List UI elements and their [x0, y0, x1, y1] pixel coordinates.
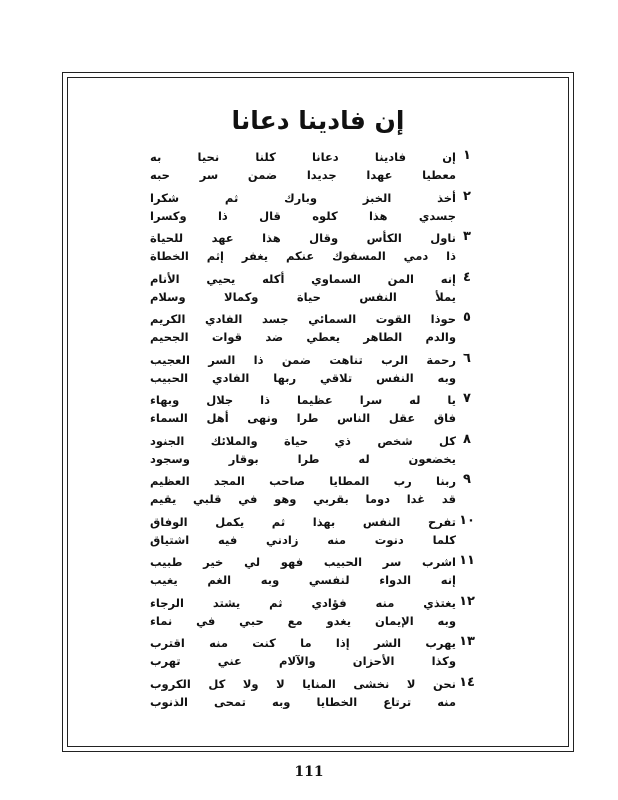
stanza-number: ١١ — [459, 553, 475, 568]
stanza-line: وبه النفس تلاقي ربها الفادي الحبيب — [150, 370, 456, 385]
stanza-line: يخضعون له طرا بوقار وسجود — [150, 451, 456, 466]
stanza-line: إنه المن السماوي أكله يحيي الأنام — [150, 271, 456, 286]
stanza-list — [150, 148, 475, 715]
stanza — [150, 188, 471, 230]
stanza — [150, 593, 475, 635]
stanza-line: حوذا القوت السمائي جسد الفادي الكريم — [150, 312, 456, 326]
stanza — [150, 431, 471, 473]
stanza-line: منه ترتاع الخطايا وبه تمحى الذنوب — [150, 694, 456, 709]
stanza — [150, 391, 471, 432]
stanza-line: إن فادينا دعانا كلنا نحيا به — [150, 150, 456, 164]
stanza-line: ناول الكأس وقال هذا عهد للحياة — [150, 231, 456, 245]
stanza-line: فاق عقل الناس طرا ونهى أهل السماء — [150, 411, 456, 425]
stanza-line: ذا دمي المسفوك عنكم يغفر إثم الخطاة — [150, 249, 456, 263]
stanza-line: أخذ الخبز وبارك ثم شكرا — [150, 190, 456, 205]
stanza — [150, 310, 471, 351]
stanza-line: معطيا عهدا جديدا ضمن سر حبه — [150, 168, 456, 182]
stanza-number: ١٤ — [459, 674, 475, 690]
stanza-line: رحمة الرب تناهت ضمن ذا السر العجيب — [150, 352, 456, 367]
stanza — [150, 472, 471, 513]
stanza-line: يملأ النفس حياة وكمالا وسلام — [150, 289, 456, 304]
stanza-line: إنه الدواء لنفسي وبه الغم يغيب — [150, 573, 456, 587]
stanza-number: ٤ — [463, 269, 471, 285]
stanza-line: تفرح النفس بهذا ثم يكمل الوفاق — [150, 514, 456, 529]
stanza — [150, 512, 475, 554]
stanza — [150, 350, 471, 392]
stanza-line: نحن لا نخشى المنايا لا ولا كل الكروب — [150, 676, 456, 691]
stanza-line: اشرب سر الحبيب فهو لي خير طبيب — [150, 555, 456, 569]
stanza-number: ١٠ — [459, 512, 475, 528]
stanza — [150, 674, 475, 716]
stanza-line: كلما دنوت منه زادني فيه اشتياق — [150, 532, 456, 547]
stanza — [150, 634, 475, 675]
stanza — [150, 269, 471, 311]
stanza-number: ٩ — [463, 472, 471, 487]
stanza-number: ١٢ — [459, 593, 475, 609]
stanza-line: وبه الإيمان يغدو مع حبي في نماء — [150, 613, 456, 628]
stanza — [150, 229, 471, 270]
stanza-line: يهرب الشر إذا ما كنت منه اقترب — [150, 636, 456, 650]
stanza — [150, 148, 471, 189]
stanza-line: يا له سرا عظيما ذا جلال وبهاء — [150, 393, 456, 407]
page-number: 111 — [294, 764, 324, 780]
stanza-number: ٦ — [463, 350, 471, 366]
stanza-line: قد غدا دوما بقربي وهو في قلبي يقيم — [150, 492, 456, 506]
stanza-number: ٧ — [463, 391, 471, 406]
stanza-number: ١٣ — [459, 634, 475, 649]
stanza-number: ٨ — [463, 431, 471, 447]
stanza-line: يغتذي منه فؤادي ثم يشتد الرجاء — [150, 595, 456, 610]
stanza-number: ٣ — [463, 229, 471, 244]
stanza-number: ١ — [463, 148, 471, 163]
stanza-line: ربنا رب المطايا صاحب المجد العظيم — [150, 474, 456, 488]
stanza-line: كل شخص ذي حياة والملائك الجنود — [150, 433, 456, 448]
stanza-number: ٢ — [463, 188, 471, 204]
stanza-line: وكذا الأحزان والآلام عني تهرب — [150, 654, 456, 668]
hymn-title: إن فادينا دعانا — [231, 106, 405, 135]
stanza-line: والدم الطاهر يعطي ضد قوات الجحيم — [150, 330, 456, 344]
stanza-number: ٥ — [463, 310, 471, 325]
stanza-line: جسدي هذا كلوه قال ذا وكسرا — [150, 208, 456, 223]
stanza — [150, 553, 475, 594]
